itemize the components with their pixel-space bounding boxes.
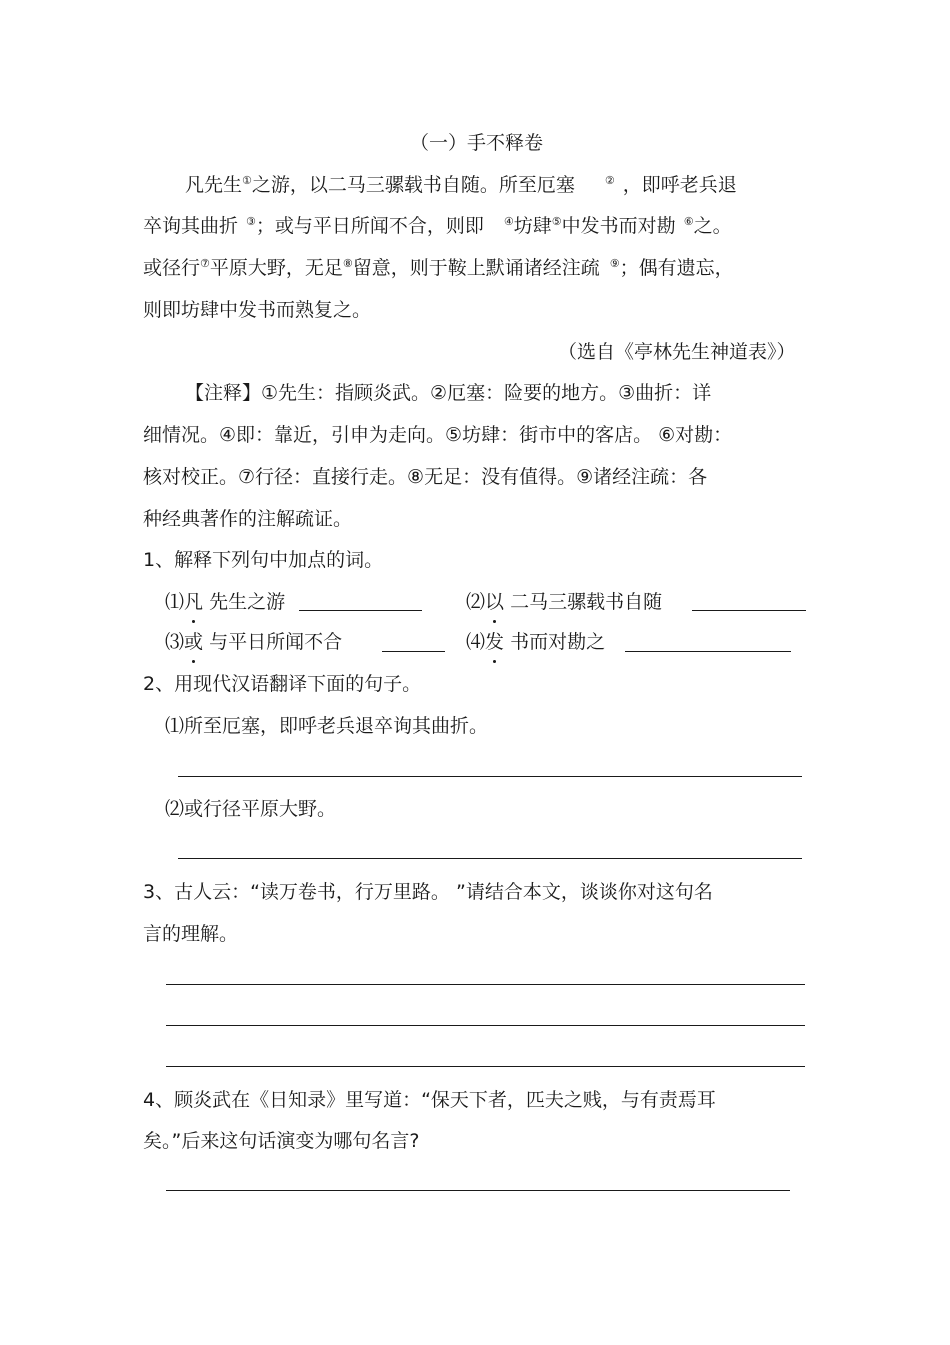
page-title: （一）手不释卷 [410,132,544,154]
question-4-line-2: 矣。”后来这句话演变为哪句名言? [143,1130,420,1152]
passage-text: 中发书而对勘 [561,215,676,237]
question-1-item-2 [466,590,662,614]
footnote-marker: ① [242,174,252,187]
passage-line-4: 则即坊肆中发书而熟复之。 [143,299,372,321]
answer-line[interactable] [166,984,805,985]
notes-line-4: 种经典著作的注解疏证。 [143,508,353,530]
passage-text: 留意，则于鞍上默诵诸经注疏 [352,257,600,279]
answer-line[interactable] [166,1190,790,1191]
item-number: ⑵ [466,591,486,613]
footnote-marker: ⑧ [342,257,353,270]
item-number: ⑴ [165,591,185,613]
question-2-stem: 2、用现代汉语翻译下面的句子。 [143,673,422,695]
passage-text: ；偶有遗忘， [619,257,734,279]
dotted-word: 凡 [184,591,204,613]
footnote-marker: ⑤ [551,215,562,228]
passage-line-3 [143,256,734,283]
item-number: ⑷ [466,631,486,653]
item-number: ⑶ [165,631,185,653]
question-2-sentence-1: ⑴所至厄塞，即呼老兵退卒询其曲折。 [165,715,489,737]
question-1-item-1 [165,590,285,614]
source-citation: （选自《亭林先生神道表》） [558,341,796,363]
question-1-item-4 [466,630,605,654]
footnote-marker: ⑦ [200,257,210,270]
footnote-marker: ④ [503,215,514,228]
passage-text: 平原大野，无足 [209,257,343,279]
item-text: 先生之游 [209,591,286,613]
item-text: 与平日所闻不合 [209,631,343,653]
passage-text: 凡先生 [185,174,243,196]
dotted-word: 发 [485,631,505,653]
answer-line[interactable] [178,858,802,859]
passage-line-1 [185,173,737,200]
notes-line-1: 【注释】①先生：指顾炎武。②厄塞：险要的地方。③曲折：详 [185,382,712,404]
question-3-line-2: 言的理解。 [143,923,239,945]
question-1-item-3 [165,630,342,654]
answer-line[interactable] [178,776,802,777]
question-4-line-1: 4、顾炎武在《日知录》里写道：“保天下者，匹夫之贱，与有责焉耳 [143,1089,716,1111]
passage-line-2 [143,214,732,241]
footnote-marker: ③ [246,215,256,228]
question-2-sentence-2: ⑵或行径平原大野。 [165,798,337,820]
answer-line[interactable] [166,1066,805,1067]
notes-line-3: 核对校正。⑦行径：直接行走。⑧无足：没有值得。⑨诸经注疏：各 [143,466,708,488]
dotted-word: 以 [485,591,505,613]
passage-text: 之游，以二马三骡载书自随。所至厄塞 [251,174,575,196]
question-3-line-1: 3、古人云：“读万卷书，行万里路。 ”请结合本文，谈谈你对这句名 [143,881,713,903]
answer-blank[interactable] [692,610,806,611]
footnote-marker: ⑥ [683,215,694,228]
passage-text: 坊肆 [513,215,552,237]
item-text: 二马三骡载书自随 [510,591,663,613]
footnote-marker: ⑨ [609,257,620,270]
answer-line[interactable] [166,1025,805,1026]
answer-blank[interactable] [625,651,791,652]
footnote-marker: ② [604,174,615,187]
item-text: 书而对勘之 [510,631,606,653]
answer-blank[interactable] [382,651,445,652]
passage-text: 或径行 [143,257,201,279]
answer-blank[interactable] [299,610,422,611]
passage-text: ；或与平日所闻不合，则即 [255,215,484,237]
passage-text: ，即呼老兵退 [622,174,737,196]
notes-line-2: 细情况。④即：靠近，引申为走向。⑤坊肆：街市中的客店。 ⑥对勘： [143,424,733,446]
question-1-stem: 1、解释下列句中加点的词。 [143,549,384,571]
passage-text: 之。 [693,215,732,237]
passage-text: 卒询其曲折 [143,215,239,237]
dotted-word: 或 [184,631,204,653]
